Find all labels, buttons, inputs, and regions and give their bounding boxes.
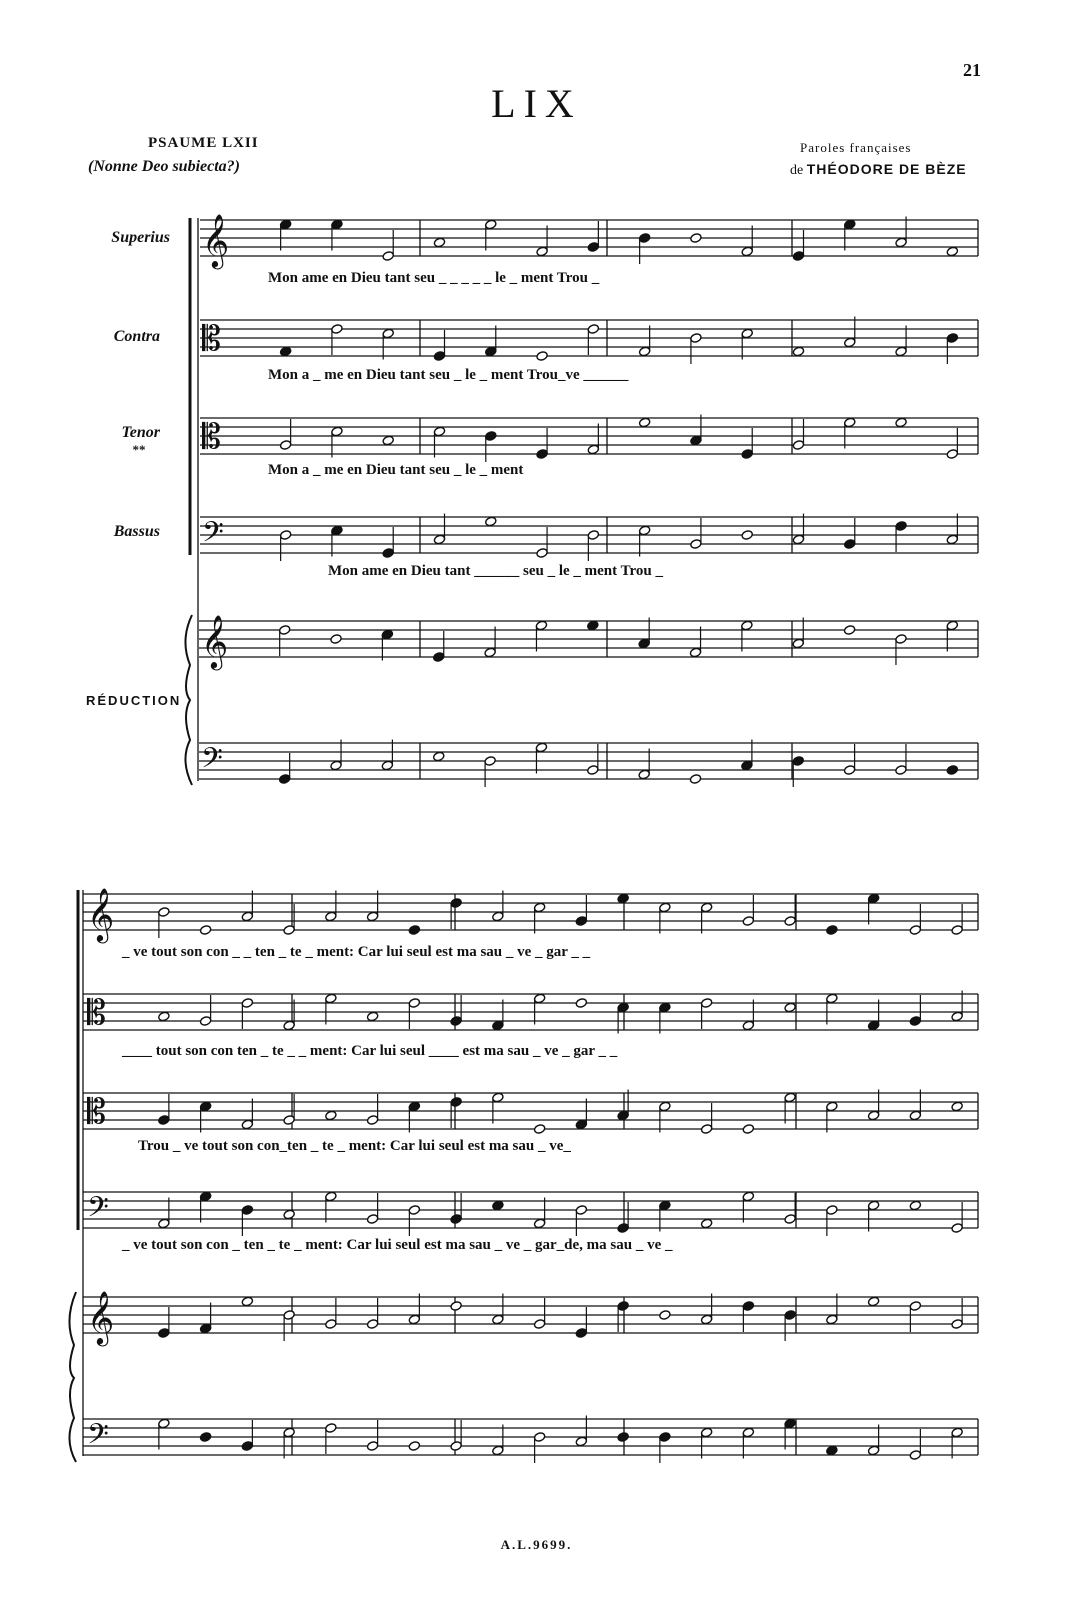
staff-tenor-1-note [895,417,907,428]
staff-superius-2-note [533,902,545,913]
staff-contra-2-note [700,998,712,1009]
staff-tenor-1-note [946,449,958,460]
staff-superius-2-note [575,916,587,927]
staff-bassus-1-note [946,534,958,545]
staff-contra-1-note [279,346,291,357]
staff-reduction-treble-1-note [689,647,701,658]
staff-bassus-2-note [408,1205,420,1216]
staff-superius-2-note [366,911,378,922]
staff-contra-1-note [844,337,856,348]
staff-reduction-treble-1-note [946,620,958,631]
staff-contra-2-note [241,998,253,1009]
staff-tenor-2-note [158,1115,170,1126]
psalm-subtitle: (Nonne Deo subiecta?) [88,158,240,175]
staff-reduction-treble-1-note [587,620,599,631]
staff-contra-2-note [617,1002,629,1013]
staff-reduction-treble-2-note [283,1310,295,1321]
staff-superius-2-note [241,911,253,922]
credit-prefix: de [790,163,804,178]
staff-reduction-treble-2-note [241,1296,253,1307]
staff-superius-1-note [946,246,958,257]
staff-tenor-2-note [199,1101,211,1112]
staff-reduction-bass-2-note [742,1427,754,1438]
staff-superius-1-note [536,246,548,257]
staff-reduction-treble-2-note [408,1314,420,1325]
staff-reduction-bass-2-note [408,1441,420,1452]
staff-bassus-1-note [690,539,702,550]
staff-reduction-bass-2-note [283,1427,295,1438]
staff-reduction-treble-2-note [826,1314,838,1325]
staff-tenor-1-note [792,440,804,451]
staff-superius-1-note [690,233,702,244]
staff-bassus-2-note [575,1205,587,1216]
lyrics-s1-bassus: Mon ame en Dieu tant ______ seu _ le _ ment Trou _ [328,563,663,579]
staff-reduction-bass-2-note [659,1432,671,1443]
staff-reduction-bass-2-note [533,1432,545,1443]
staff-tenor-1-note [433,426,445,437]
staff-tenor-2-note [659,1101,671,1112]
staff-bassus-2-note [700,1218,712,1229]
staff-superius-1-note [279,219,291,230]
staff-tenor-2-note [241,1119,253,1130]
staff-contra-2-note [158,1011,170,1022]
reduction-brace-2 [69,1292,76,1462]
staff-tenor-2-note [826,1101,838,1112]
staff-reduction-treble-2-note [867,1296,879,1307]
staff-contra-2-note [366,1011,378,1022]
staff-reduction-bass-1-note [689,774,701,785]
staff-contra-1-clef: 𝄡 [202,319,221,359]
staff-bassus-1-note [433,534,445,545]
staff-tenor-2-note [617,1110,629,1121]
staff-bassus-2-note [283,1209,295,1220]
staff-bassus-1-note [844,539,856,550]
staff-reduction-bass-2-note [784,1418,796,1429]
staff-tenor-1-note [279,440,291,451]
staff-reduction-treble-1-clef: 𝄞 [201,614,229,668]
staff-tenor-2-note [492,1092,504,1103]
staff-contra-1-note [485,346,497,357]
staff-reduction-treble-1-note [741,620,753,631]
staff-contra-2-note [742,1020,754,1031]
staff-tenor-1-note [587,444,599,455]
staff-contra-2-note [283,1020,295,1031]
staff-tenor-1-note [536,449,548,460]
staff-reduction-treble-1-note [278,625,290,636]
staff-reduction-treble-2-note [533,1319,545,1330]
staff-superius-2-note [867,893,879,904]
psalm-heading: PSAUME LXII [148,135,259,151]
staff-tenor-2-note [533,1124,545,1135]
staff-contra-1-note [433,351,445,362]
lyrics-s1-superius: Mon ame en Dieu tant seu _ _ _ _ _ le _ ment Trou _ [268,270,600,286]
staff-reduction-bass-1-note [587,765,599,776]
staff-contra-2-note [951,1011,963,1022]
voice-label-bassus: Bassus [113,523,160,540]
staff-contra-2-note [826,993,838,1004]
staff-tenor-2-clef: 𝄡 [87,1092,106,1132]
staff-tenor-2-note [450,1097,462,1108]
staff-reduction-treble-2-note [575,1328,587,1339]
staff-reduction-bass-2-clef: 𝄢 [87,1418,109,1458]
staff-reduction-treble-2-note [199,1323,211,1334]
staff-reduction-bass-1-note [535,742,547,753]
credit-line-1: Paroles françaises [800,140,912,155]
staff-superius-2-note [784,916,796,927]
staff-bassus-2-note [492,1200,504,1211]
staff-bassus-2-note [742,1191,754,1202]
staff-reduction-treble-2-note [659,1310,671,1321]
staff-bassus-1-note [638,525,650,536]
staff-bassus-2-clef: 𝄢 [87,1191,109,1231]
staff-reduction-treble-2-note [909,1301,921,1312]
staff-tenor-1-clef: 𝄡 [202,417,221,457]
staff-superius-2-note [492,911,504,922]
staff-reduction-bass-1-clef: 𝄢 [201,742,223,782]
staff-reduction-bass-2-note [158,1418,170,1429]
staff-tenor-1-note [382,435,394,446]
staff-superius-2-note [951,925,963,936]
staff-contra-2-note [492,1020,504,1031]
staff-superius-2-note [283,925,295,936]
staff-reduction-treble-1-note [638,638,650,649]
staff-reduction-treble-2-note [951,1319,963,1330]
staff-reduction-bass-1-note [792,756,804,767]
staff-bassus-1-note [279,530,291,541]
staff-superius-1-note [433,237,445,248]
staff-tenor-2-note [575,1119,587,1130]
staff-superius-2-note [325,911,337,922]
staff-tenor-2-note [909,1110,921,1121]
staff-contra-1-note [792,346,804,357]
staff-superius-2-note [700,902,712,913]
staff-bassus-1-note [587,530,599,541]
staff-reduction-treble-2-note [450,1301,462,1312]
lyrics-s2-contra: ____ tout son con ten _ te _ _ ment: Car lui seul ____ est ma sau _ ve _ gar _ _ [122,1043,618,1059]
staff-bassus-2-note [325,1191,337,1202]
staff-contra-1-note [946,333,958,344]
staff-tenor-1-note [638,417,650,428]
staff-superius-1-note [844,219,856,230]
staff-tenor-2-note [408,1101,420,1112]
staff-tenor-1-note [844,417,856,428]
reduction-brace-1 [185,615,192,785]
staff-reduction-bass-1-note [638,769,650,780]
lyrics-s2-tenor: Trou _ ve tout son con_ten _ te _ ment: Car lui seul est ma sau _ ve_ [138,1138,571,1154]
staff-contra-2-note [909,1016,921,1027]
staff-reduction-bass-2-note [450,1441,462,1452]
staff-tenor-2-note [325,1110,337,1121]
staff-contra-2-note [199,1016,211,1027]
staff-reduction-bass-2-note [575,1436,587,1447]
staff-superius-1-note [331,219,343,230]
staff-superius-2-note [617,893,629,904]
lyrics-s2-bassus: _ ve tout son con _ ten _ te _ ment: Car lui seul est ma sau _ ve _ gar_de, ma sau _ ve _ [122,1237,673,1253]
staff-contra-2-note [408,998,420,1009]
staff-reduction-bass-2-note [617,1432,629,1443]
staff-tenor-2-note [784,1092,796,1103]
staff-contra-1-note [382,328,394,339]
staff-contra-1-note [587,324,599,335]
staff-contra-1-note [690,333,702,344]
staff-reduction-bass-1-note [433,751,445,762]
staff-reduction-treble-2-note [742,1301,754,1312]
staff-tenor-1-note [741,449,753,460]
staff-reduction-treble-1-note [895,634,907,645]
staff-contra-1-note [536,351,548,362]
staff-reduction-bass-2-note [241,1441,253,1452]
voice-label-superius: Superius [111,229,170,246]
staff-reduction-bass-1-note [330,760,342,771]
staff-superius-1-clef: 𝄞 [202,213,230,267]
staff-reduction-bass-1-note [843,765,855,776]
staff-reduction-bass-1-note [895,765,907,776]
staff-reduction-bass-2-note [325,1423,337,1434]
credit-line-2 [790,161,967,179]
staff-bassus-2-note [951,1223,963,1234]
staff-reduction-bass-1-note [946,765,958,776]
page-number: 21 [963,60,981,80]
staff-bassus-2-note [533,1218,545,1229]
staff-reduction-bass-1-note [484,756,496,767]
staff-reduction-bass-2-note [700,1427,712,1438]
staff-superius-2-note [909,925,921,936]
staff-bassus-1-note [331,525,343,536]
staff-superius-1-note [587,242,599,253]
staff-bassus-2-note [826,1205,838,1216]
staff-contra-2-note [867,1020,879,1031]
staff-superius-1-note [382,251,394,262]
staff-bassus-1-clef: 𝄢 [202,516,224,556]
staff-contra-2-note [325,993,337,1004]
staff-reduction-bass-1-note [381,760,393,771]
staff-reduction-bass-2-note [951,1427,963,1438]
staff-reduction-treble-2-clef: 𝄞 [87,1290,115,1344]
staff-superius-2-note [450,898,462,909]
staff-contra-2-clef: 𝄡 [87,993,106,1033]
staff-tenor-2-note [951,1101,963,1112]
staff-reduction-bass-2-note [909,1450,921,1461]
staff-superius-2-note [742,916,754,927]
staff-tenor-1-note [690,435,702,446]
staff-bassus-1-note [741,530,753,541]
staff-superius-1-note [792,251,804,262]
staff-reduction-bass-1-note [278,774,290,785]
reduction-label: RÉDUCTION [86,693,182,708]
staff-reduction-bass-2-note [199,1432,211,1443]
staff-tenor-2-note [283,1115,295,1126]
staff-reduction-treble-1-note [330,634,342,645]
staff-reduction-treble-2-note [700,1314,712,1325]
staff-reduction-treble-2-note [617,1301,629,1312]
staff-superius-1-note [485,219,497,230]
staff-tenor-2-note [700,1124,712,1135]
staff-contra-2-note [575,998,587,1009]
lyrics-s2-superius: _ ve tout son con _ _ ten _ te _ ment: Car lui seul est ma sau _ ve _ gar _ _ [122,944,591,960]
piece-title: LIX [491,81,582,126]
staff-superius-2-note [659,902,671,913]
staff-reduction-bass-2-note [867,1445,879,1456]
staff-contra-2-note [784,1002,796,1013]
staff-bassus-2-note [867,1200,879,1211]
staff-reduction-treble-2-note [784,1310,796,1321]
credit-author: THÉODORE DE BÈZE [806,161,967,177]
staff-tenor-2-note [366,1115,378,1126]
staff-bassus-2-note [659,1200,671,1211]
lyrics-s1-tenor: Mon a _ me en Dieu tant seu _ le _ ment [268,462,524,478]
staff-bassus-1-note [485,516,497,527]
staff-superius-2-note [826,925,838,936]
staff-bassus-2-note [450,1214,462,1225]
staff-reduction-treble-1-note [433,652,445,663]
staff-reduction-bass-2-note [366,1441,378,1452]
staff-superius-2-note [158,907,170,918]
staff-reduction-bass-2-note [826,1445,838,1456]
staff-reduction-treble-2-note [325,1319,337,1330]
staff-tenor-2-note [742,1124,754,1135]
staff-bassus-2-note [909,1200,921,1211]
staff-reduction-treble-2-note [158,1328,170,1339]
staff-superius-1-note [638,233,650,244]
staff-contra-1-note [895,346,907,357]
staff-tenor-2-note [867,1110,879,1121]
lyrics-s1-contra: Mon a _ me en Dieu tant seu _ le _ ment Trou_ve ______ [268,367,629,383]
staff-contra-2-note [659,1002,671,1013]
staff-bassus-1-note [536,548,548,559]
staff-contra-2-note [450,1016,462,1027]
staff-bassus-2-note [784,1214,796,1225]
staff-reduction-treble-2-note [492,1314,504,1325]
staff-superius-1-note [895,237,907,248]
staff-bassus-2-note [617,1223,629,1234]
staff-bassus-2-note [241,1205,253,1216]
staff-contra-1-note [331,324,343,335]
staff-reduction-treble-1-note [381,629,393,640]
staff-reduction-treble-1-note [843,625,855,636]
staff-superius-1-note [741,246,753,257]
staff-reduction-bass-1-note [741,760,753,771]
tenor-footnote-mark: ** [132,442,146,457]
staff-superius-2-note [199,925,211,936]
staff-contra-1-note [638,346,650,357]
staff-reduction-treble-1-note [792,638,804,649]
voice-label-contra: Contra [113,328,160,345]
voice-label-tenor [70,424,160,458]
staff-bassus-2-note [199,1191,211,1202]
staff-bassus-1-note [382,548,394,559]
tenor-label-text: Tenor [121,424,160,441]
staff-contra-1-note [741,328,753,339]
staff-tenor-1-note [485,431,497,442]
staff-superius-2-note [408,925,420,936]
staff-reduction-treble-1-note [535,620,547,631]
staff-contra-2-note [533,993,545,1004]
staff-reduction-bass-2-note [492,1445,504,1456]
staff-tenor-1-note [331,426,343,437]
staff-reduction-treble-1-note [484,647,496,658]
staff-bassus-2-note [158,1218,170,1229]
staff-bassus-2-note [366,1214,378,1225]
plate-number: A.L.9699. [500,1537,573,1552]
staff-superius-2-clef: 𝄞 [87,887,115,941]
staff-bassus-1-note [895,521,907,532]
staff-bassus-1-note [792,534,804,545]
staff-reduction-treble-2-note [366,1319,378,1330]
